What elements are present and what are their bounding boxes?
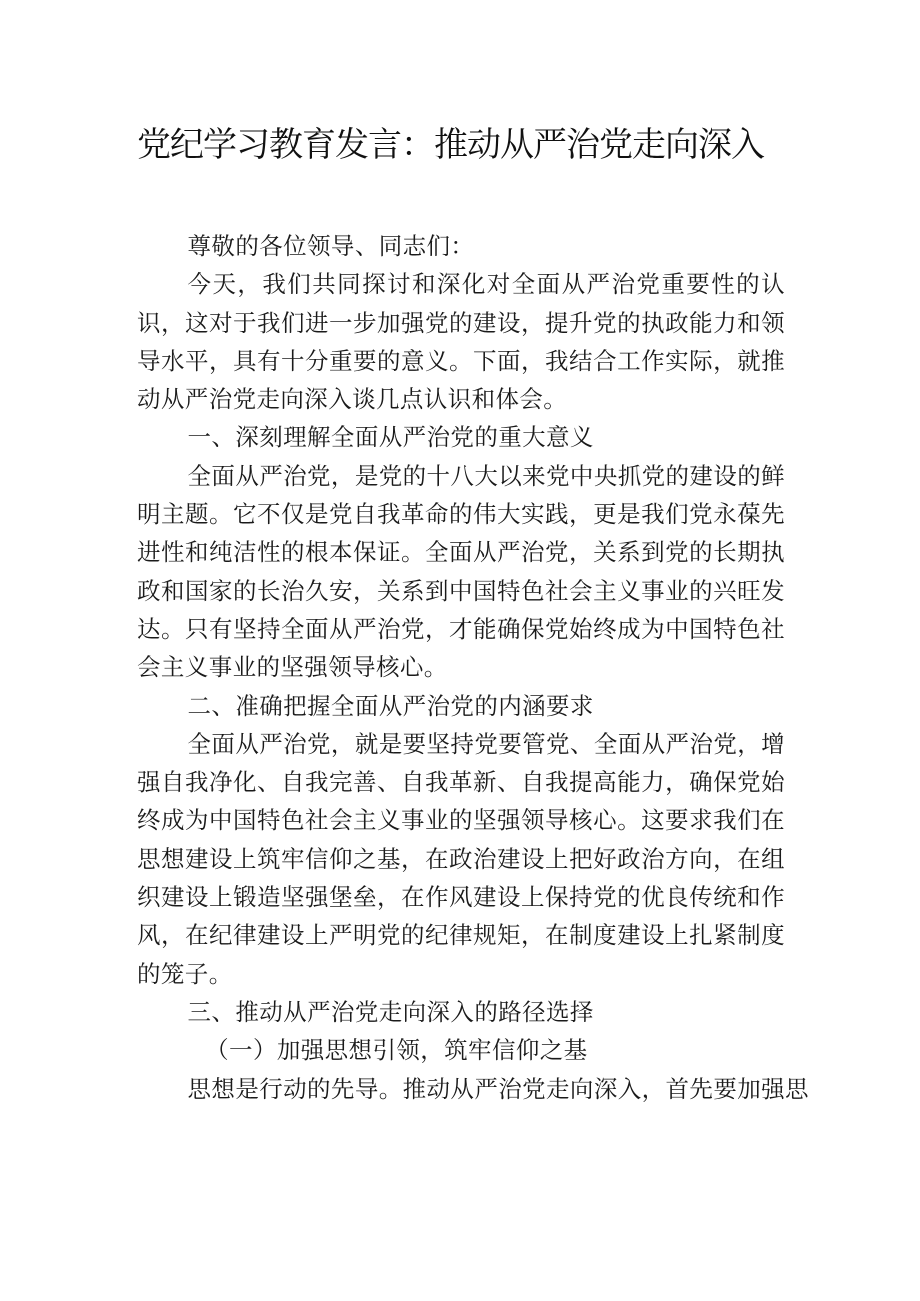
- section-1-paragraph: 全面从严治党，是党的十八大以来党中央抓党的建设的鲜明主题。它不仅是党自我革命的伟大实践，更是我们党永葆先进性和纯洁性的根本保证。全面从严治党，关系到党的长期执政和国家的长治久安，关系到中国特色社会主义事业的兴旺发达。只有坚持全面从严治党，才能确保党始终成为中国特色社会主义事业的坚强领导核心。: [137, 461, 786, 682]
- document-body: [137, 227, 809, 1108]
- section-3-heading: 三、推动从严治党走向深入的路径选择: [187, 997, 594, 1026]
- section-2-heading: 二、准确把握全面从严治党的内涵要求: [187, 691, 594, 720]
- document-title: 党纪学习教育发言：推动从严治党走向深入: [137, 125, 764, 165]
- section-1-heading: 一、深刻理解全面从严治党的重大意义: [187, 423, 594, 452]
- section-3-sub-1-paragraph: 思想是行动的先导。推动从严治党走向深入，首先要加强思: [187, 1074, 809, 1103]
- intro-paragraph: 今天，我们共同探讨和深化对全面从严治党重要性的认识，这对于我们进一步加强党的建设，提升党的执政能力和领导水平，具有十分重要的意义。下面，我结合工作实际，就推动从严治党走向深入谈几点认识和体会。: [137, 270, 785, 414]
- section-2-paragraph: 全面从严治党，就是要坚持党要管党、全面从严治党，增强自我净化、自我完善、自我革新、自我提高能力，确保党始终成为中国特色社会主义事业的坚强领导核心。这要求我们在思想建设上筑牢信仰之基，在政治建设上把好政治方向，在组织建设上锻造坚强堡垒，在作风建设上保持党的优良传统和作风，在纪律建设上严明党的纪律规矩，在制度建设上扎紧制度的笼子。: [137, 729, 786, 988]
- section-3-subheading-1: （一）加强思想引领，筑牢信仰之基: [205, 1036, 588, 1065]
- salutation: 尊敬的各位领导、同志们：: [187, 232, 475, 260]
